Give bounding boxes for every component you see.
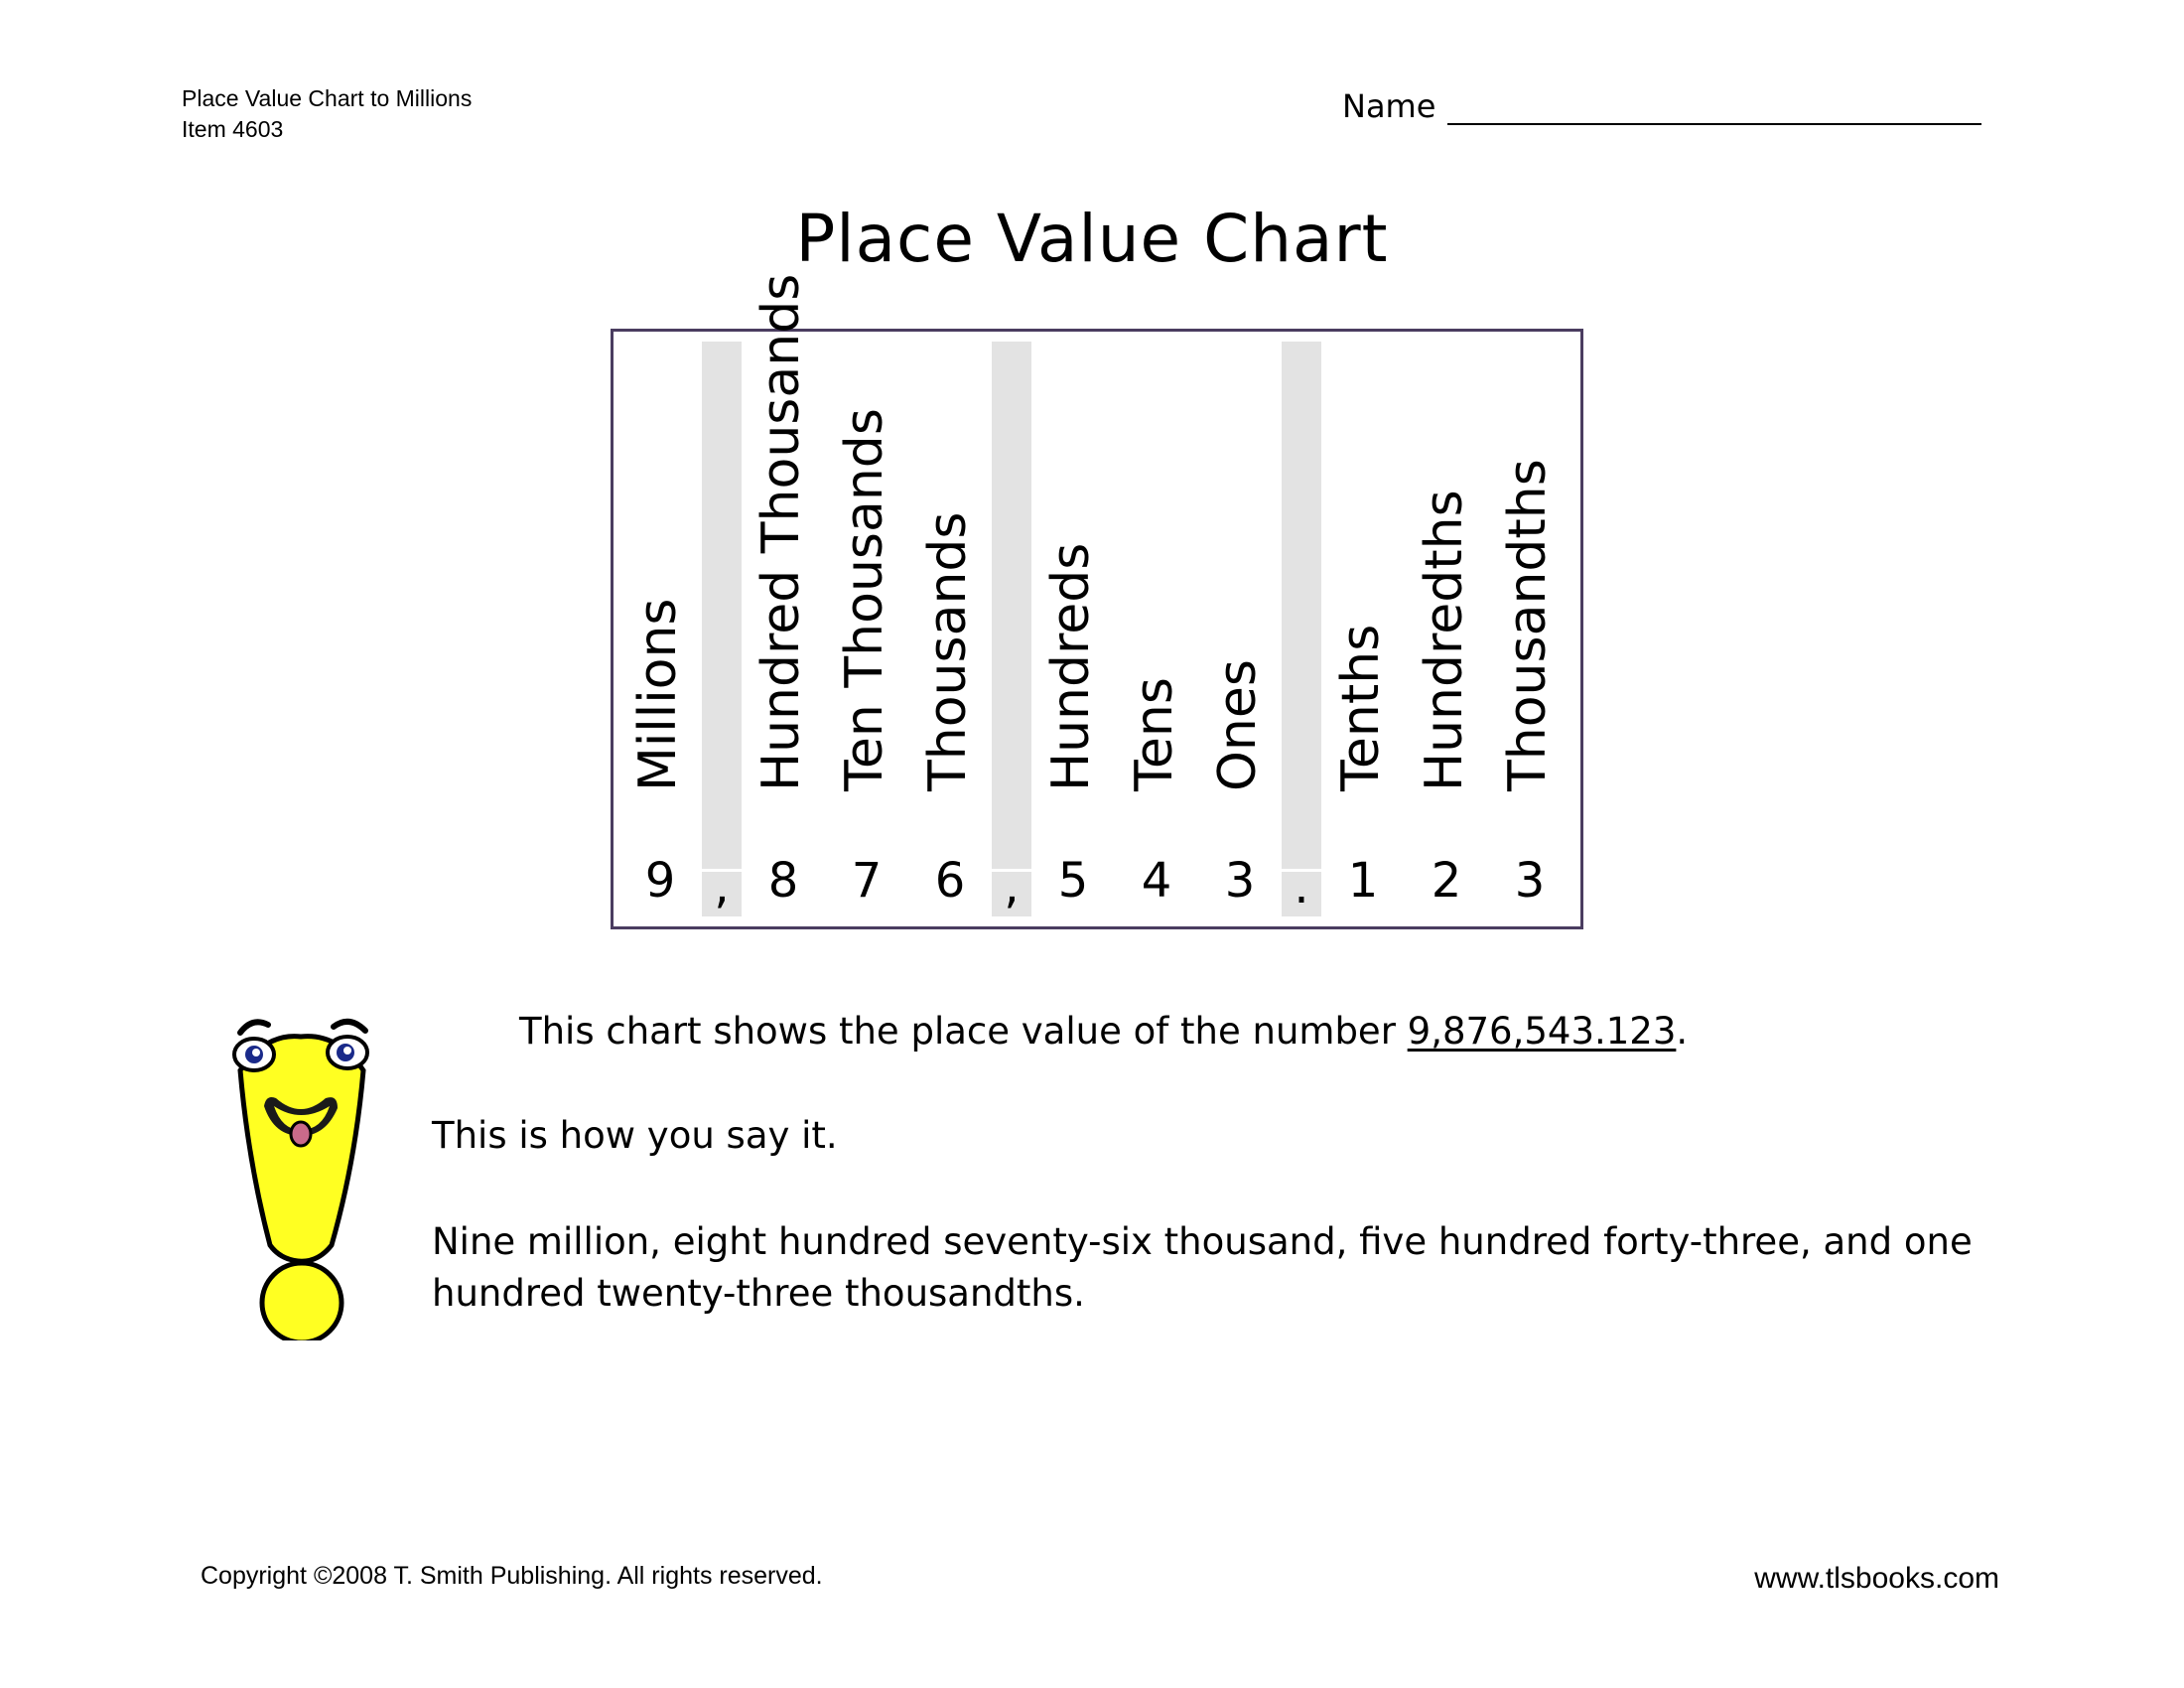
description-period: . <box>1676 1010 1689 1053</box>
place-digit: 7 <box>851 853 883 909</box>
place-label: Hundreds <box>1041 542 1101 791</box>
place-column <box>742 273 825 916</box>
item-number: Item 4603 <box>182 116 284 142</box>
place-digit: 6 <box>934 853 966 909</box>
place-column <box>908 342 992 916</box>
place-digit: 5 <box>1057 853 1089 909</box>
place-label: Ten Thousands <box>835 408 894 791</box>
separator-symbol: , <box>1004 859 1020 914</box>
place-column <box>1198 342 1282 916</box>
website: www.tlsbooks.com <box>1754 1562 1999 1595</box>
place-column <box>1405 342 1488 916</box>
place-digit: 1 <box>1347 853 1379 909</box>
place-column <box>825 342 908 916</box>
document-title: Place Value Chart to Millions <box>182 85 473 111</box>
number-in-words: Nine million, eight hundred seventy-six thousand, five hundred forty-three, and one hundred twenty-three thousandths. <box>432 1220 1973 1315</box>
separator-column <box>1282 342 1321 916</box>
exclamation-mascot-icon <box>226 1003 375 1340</box>
separator-symbol: . <box>1294 859 1309 914</box>
place-label: Hundred Thousands <box>751 273 811 791</box>
place-column <box>1488 342 1571 916</box>
place-digit: 9 <box>644 853 676 909</box>
place-value-chart <box>611 273 1583 929</box>
separator-column <box>702 342 742 916</box>
name-line[interactable] <box>1447 91 1981 125</box>
example-number: 9,876,543.123 <box>1407 1010 1677 1053</box>
place-label: Hundredths <box>1415 490 1474 791</box>
place-digit: 2 <box>1431 853 1462 909</box>
place-column <box>1031 342 1115 916</box>
how-to-say-intro: This is how you say it. <box>432 1114 838 1157</box>
place-digit: 8 <box>767 853 799 909</box>
separator-column <box>992 342 1031 916</box>
copyright: Copyright ©2008 T. Smith Publishing. All rights reserved. <box>201 1562 823 1590</box>
place-label: Thousandths <box>1498 459 1558 791</box>
document-header <box>182 83 472 145</box>
separator-symbol: , <box>714 859 730 914</box>
place-column <box>1321 342 1405 916</box>
name-label: Name <box>1342 87 1436 125</box>
place-label: Ones <box>1208 659 1268 791</box>
place-column <box>1115 342 1198 916</box>
place-digit: 3 <box>1514 853 1546 909</box>
place-digit: 4 <box>1141 853 1172 909</box>
description-text: This chart shows the place value of the number <box>519 1010 1408 1053</box>
place-digit: 3 <box>1224 853 1256 909</box>
place-label: Tenths <box>1331 624 1391 791</box>
chart-description <box>519 1006 1688 1057</box>
place-column <box>618 342 702 916</box>
place-label: Thousands <box>918 511 978 791</box>
place-label: Tens <box>1125 677 1184 791</box>
name-field[interactable] <box>1342 87 1981 125</box>
page-title: Place Value Chart <box>795 201 1389 277</box>
place-label: Millions <box>628 598 688 791</box>
